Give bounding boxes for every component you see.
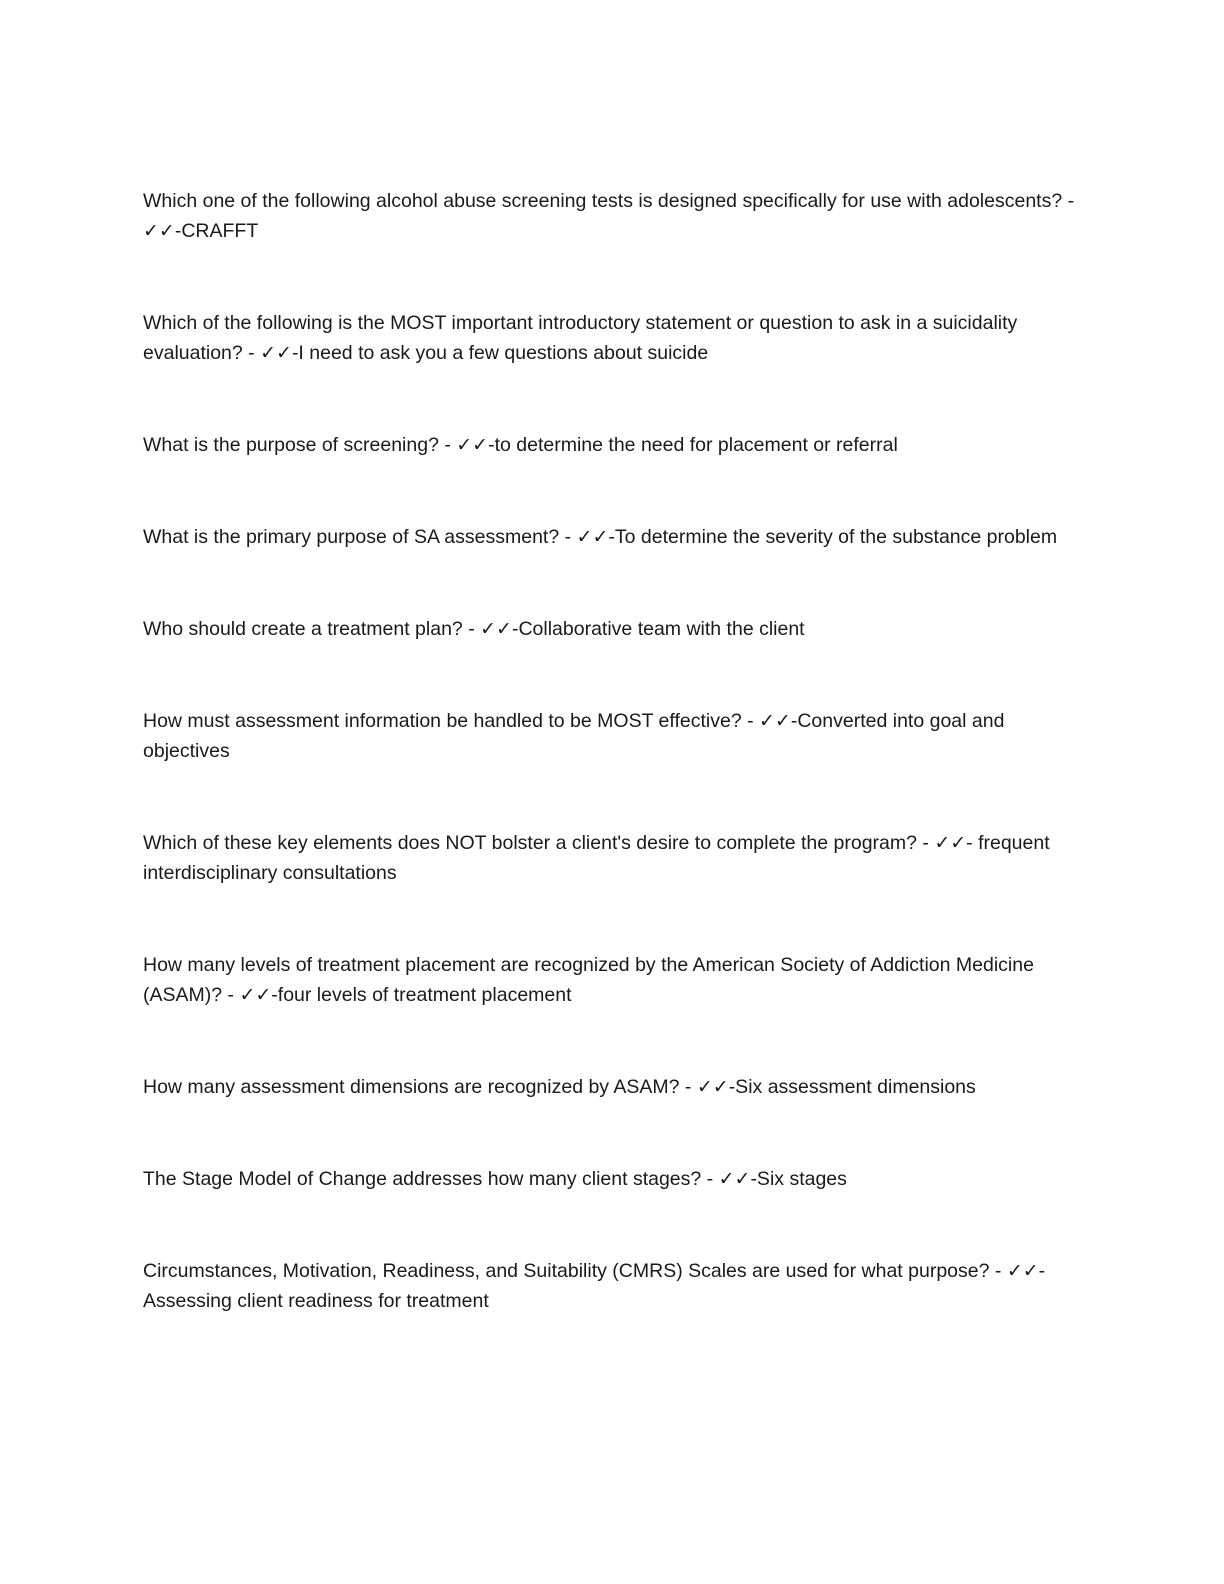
double-check-icon: ✓✓ — [456, 434, 489, 456]
double-check-icon: ✓✓ — [1006, 1260, 1039, 1282]
separator: - — [989, 1260, 1007, 1282]
question-text: What is the purpose of screening? — [143, 434, 439, 456]
question-text: The Stage Model of Change addresses how many client stages? — [143, 1168, 702, 1190]
answer-text: - frequent interdisciplinary consultations — [143, 832, 1050, 884]
separator: - — [1062, 190, 1075, 212]
question-text: Which of the following is the MOST important introductory statement or question to ask in a suicidality evaluation? — [143, 312, 1018, 364]
double-check-icon: ✓✓ — [480, 618, 512, 640]
qa-item — [143, 706, 1078, 766]
qa-item — [143, 430, 1078, 460]
double-check-icon: ✓✓ — [759, 710, 791, 732]
separator: - — [916, 832, 935, 854]
question-text: How many assessment dimensions are recognized by ASAM? — [143, 1076, 680, 1098]
question-text: What is the primary purpose of SA assessment? — [143, 526, 560, 548]
qa-item — [143, 308, 1078, 368]
question-text: How many levels of treatment placement are recognized by the American Society of Addiction Medicine (ASAM)? — [143, 954, 1034, 1006]
answer-text: -to determine the need for placement or referral — [488, 434, 898, 456]
question-text: Circumstances, Motivation, Readiness, and Suitability (CMRS) Scales are used for what purpose? — [143, 1260, 990, 1282]
separator: - — [222, 984, 240, 1006]
double-check-icon: ✓✓ — [718, 1168, 751, 1190]
answer-text: -CRAFFT — [174, 220, 259, 242]
question-text: Who should create a treatment plan? — [143, 618, 463, 640]
double-check-icon: ✓✓ — [934, 832, 967, 854]
separator: - — [559, 526, 577, 548]
separator: - — [741, 710, 760, 732]
separator: - — [438, 434, 457, 456]
qa-item — [143, 828, 1078, 888]
answer-text: -Six assessment dimensions — [728, 1076, 976, 1098]
qa-list — [143, 186, 1078, 1378]
separator: - — [462, 618, 481, 640]
answer-text: - Assessing client readiness for treatment — [143, 1260, 1046, 1312]
double-check-icon: ✓✓ — [576, 526, 609, 548]
separator: - — [701, 1168, 719, 1190]
answer-text: -I need to ask you a few questions about suicide — [291, 342, 709, 364]
answer-text: -Six stages — [750, 1168, 847, 1190]
double-check-icon: ✓✓ — [239, 984, 272, 1006]
question-text: Which of these key elements does NOT bolster a client's desire to complete the program? — [143, 832, 917, 854]
qa-item — [143, 1164, 1078, 1194]
answer-text: -Converted into goal and objectives — [143, 710, 1005, 762]
qa-item — [143, 1072, 1078, 1102]
answer-text: -Collaborative team with the client — [511, 618, 805, 640]
separator: - — [679, 1076, 697, 1098]
question-text: Which one of the following alcohol abuse screening tests is designed specifically for use with adolescents? — [143, 190, 1063, 212]
separator: - — [242, 342, 261, 364]
qa-item — [143, 614, 1078, 644]
qa-item — [143, 186, 1078, 246]
qa-item — [143, 1256, 1078, 1316]
qa-item — [143, 522, 1078, 552]
double-check-icon: ✓✓ — [143, 220, 175, 242]
answer-text: -To determine the severity of the substance problem — [608, 526, 1058, 548]
question-text: How must assessment information be handled to be MOST effective? — [143, 710, 742, 732]
double-check-icon: ✓✓ — [260, 342, 292, 364]
double-check-icon: ✓✓ — [696, 1076, 729, 1098]
answer-text: -four levels of treatment placement — [271, 984, 572, 1006]
qa-item — [143, 950, 1078, 1010]
